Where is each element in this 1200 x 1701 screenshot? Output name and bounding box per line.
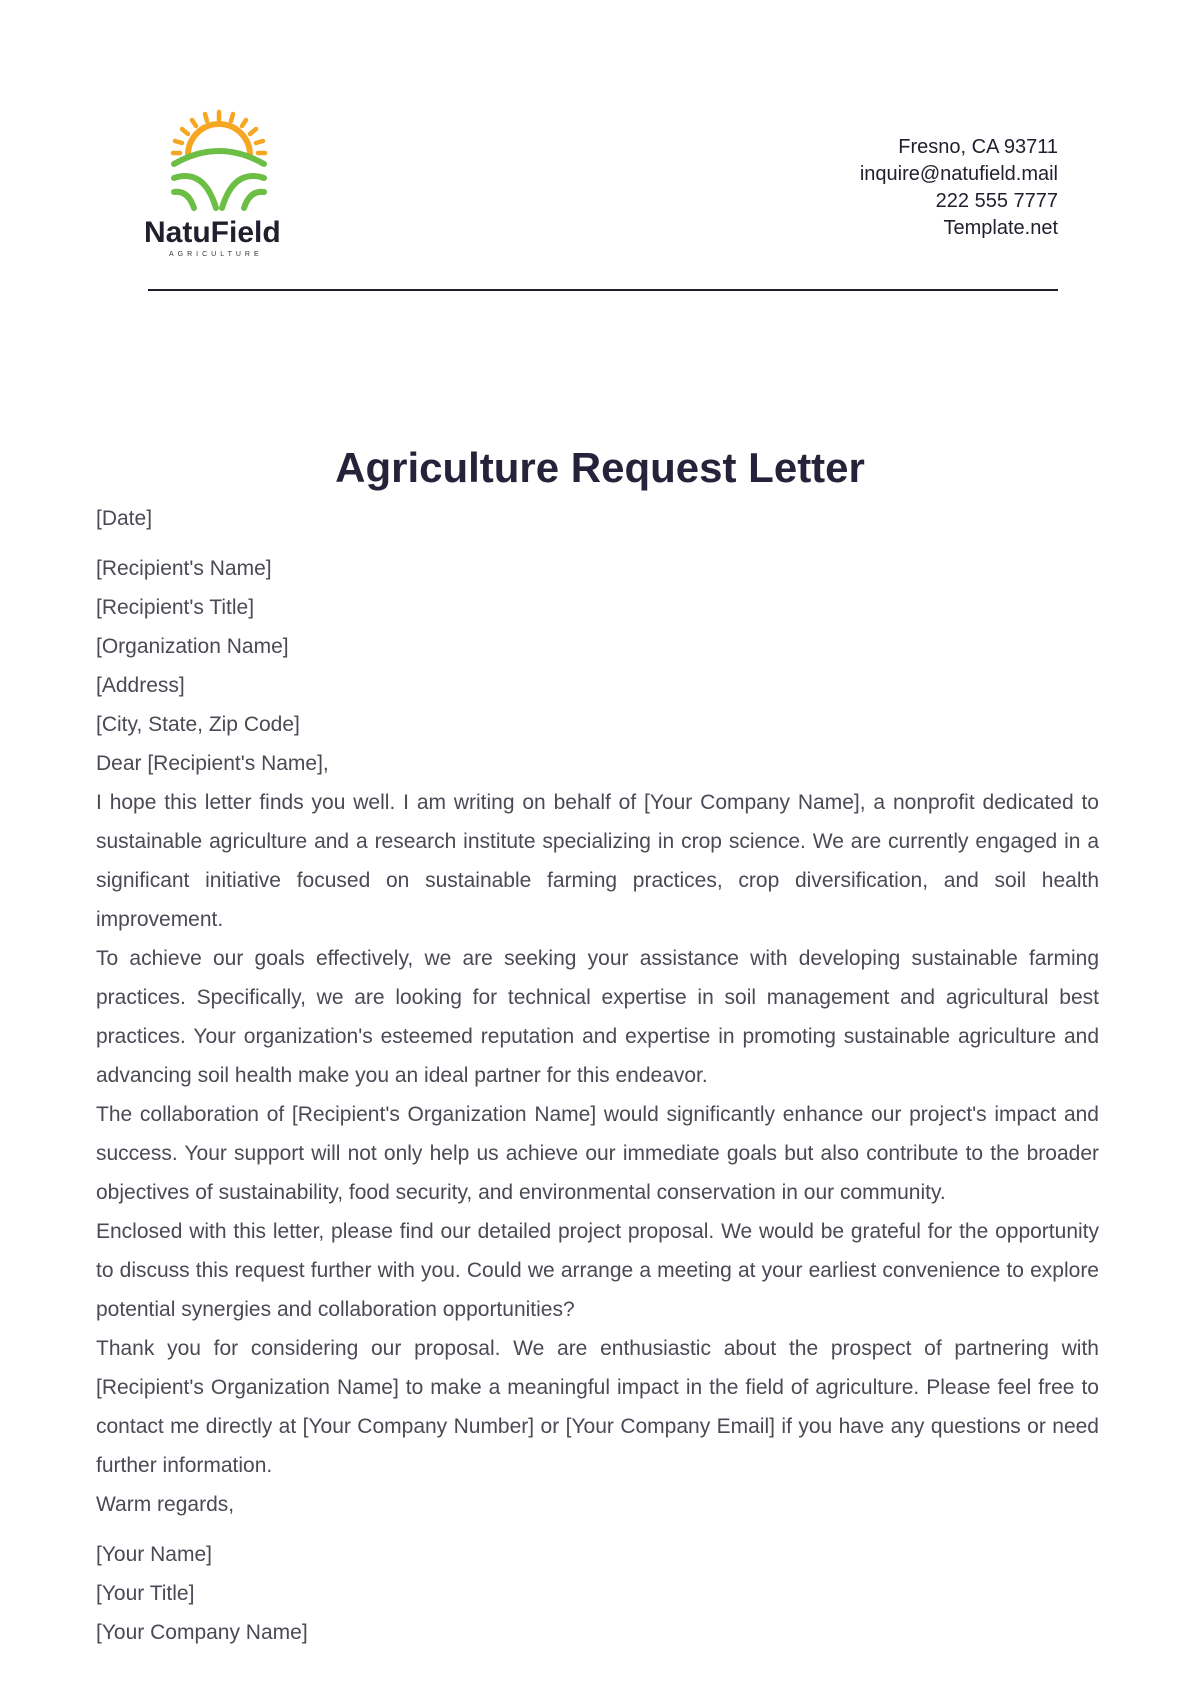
closing: Warm regards, xyxy=(96,1493,235,1516)
brand-name: NatuField xyxy=(144,216,281,249)
spacer xyxy=(96,1524,1099,1535)
salutation: Dear [Recipient's Name], xyxy=(96,752,329,775)
sun-field-logo-icon xyxy=(164,108,274,212)
contact-email: inquire@natufield.mail xyxy=(859,163,1058,185)
recipient-name: [Recipient's Name] xyxy=(96,557,272,580)
body-paragraph: Enclosed with this letter, please find our detailed project proposal. We would be grateful for the opportunity to discuss this request further with you. Could we arrange a meeting at your earliest convenience to explore potential synergies and collaboration opportunities? xyxy=(96,1220,1099,1321)
contact-block xyxy=(860,134,1058,242)
brand-tagline: AGRICULTURE xyxy=(169,251,263,258)
contact-phone: 222 555 7777 xyxy=(935,190,1058,212)
recipient-organization: [Organization Name] xyxy=(96,635,289,658)
contact-website: Template.net xyxy=(943,217,1058,239)
signature-name: [Your Name] xyxy=(96,1543,212,1566)
body-paragraph: To achieve our goals effectively, we are seeking your assistance with developing sustainable farming practices. Specifically, we are looking for technical expertise in soil management and agricultural best practices. Your organization's esteemed reputation and expertise in promoting sustainable agriculture and advancing soil health make you an ideal partner for this endeavor. xyxy=(96,947,1099,1087)
signature-title: [Your Title] xyxy=(96,1582,195,1605)
header-divider xyxy=(148,289,1058,291)
recipient-title: [Recipient's Title] xyxy=(96,596,255,619)
recipient-city-state-zip: [City, State, Zip Code] xyxy=(96,713,300,736)
recipient-address: [Address] xyxy=(96,674,185,697)
contact-address: Fresno, CA 93711 xyxy=(898,136,1058,158)
body-paragraph: The collaboration of [Recipient's Organization Name] would significantly enhance our project's impact and success. Your support will not only help us achieve our immediate goals but also contribute to the broader objectives of sustainability, food security, and environmental conservation in our community. xyxy=(96,1103,1099,1204)
body-paragraph: I hope this letter finds you well. I am writing on behalf of [Your Company Name], a nonprofit dedicated to sustainable agriculture and a research institute specializing in crop science. We are currently engaged in a significant initiative focused on sustainable farming practices, crop diversification, and soil health improvement. xyxy=(96,791,1099,931)
spacer xyxy=(96,538,1099,549)
company-logo xyxy=(144,108,304,258)
letter-body xyxy=(96,499,1099,1652)
letter-date: [Date] xyxy=(96,507,153,530)
signature-company: [Your Company Name] xyxy=(96,1621,308,1644)
body-paragraph: Thank you for considering our proposal. We are enthusiastic about the prospect of partnering with [Recipient's Organization Name] to make a meaningful impact in the field of agriculture. Please feel free to contact me directly at [Your Company Number] or [Your Company Email] if you have any questions or need further information. xyxy=(96,1337,1099,1477)
letter-title: Agriculture Request Letter xyxy=(335,444,865,491)
